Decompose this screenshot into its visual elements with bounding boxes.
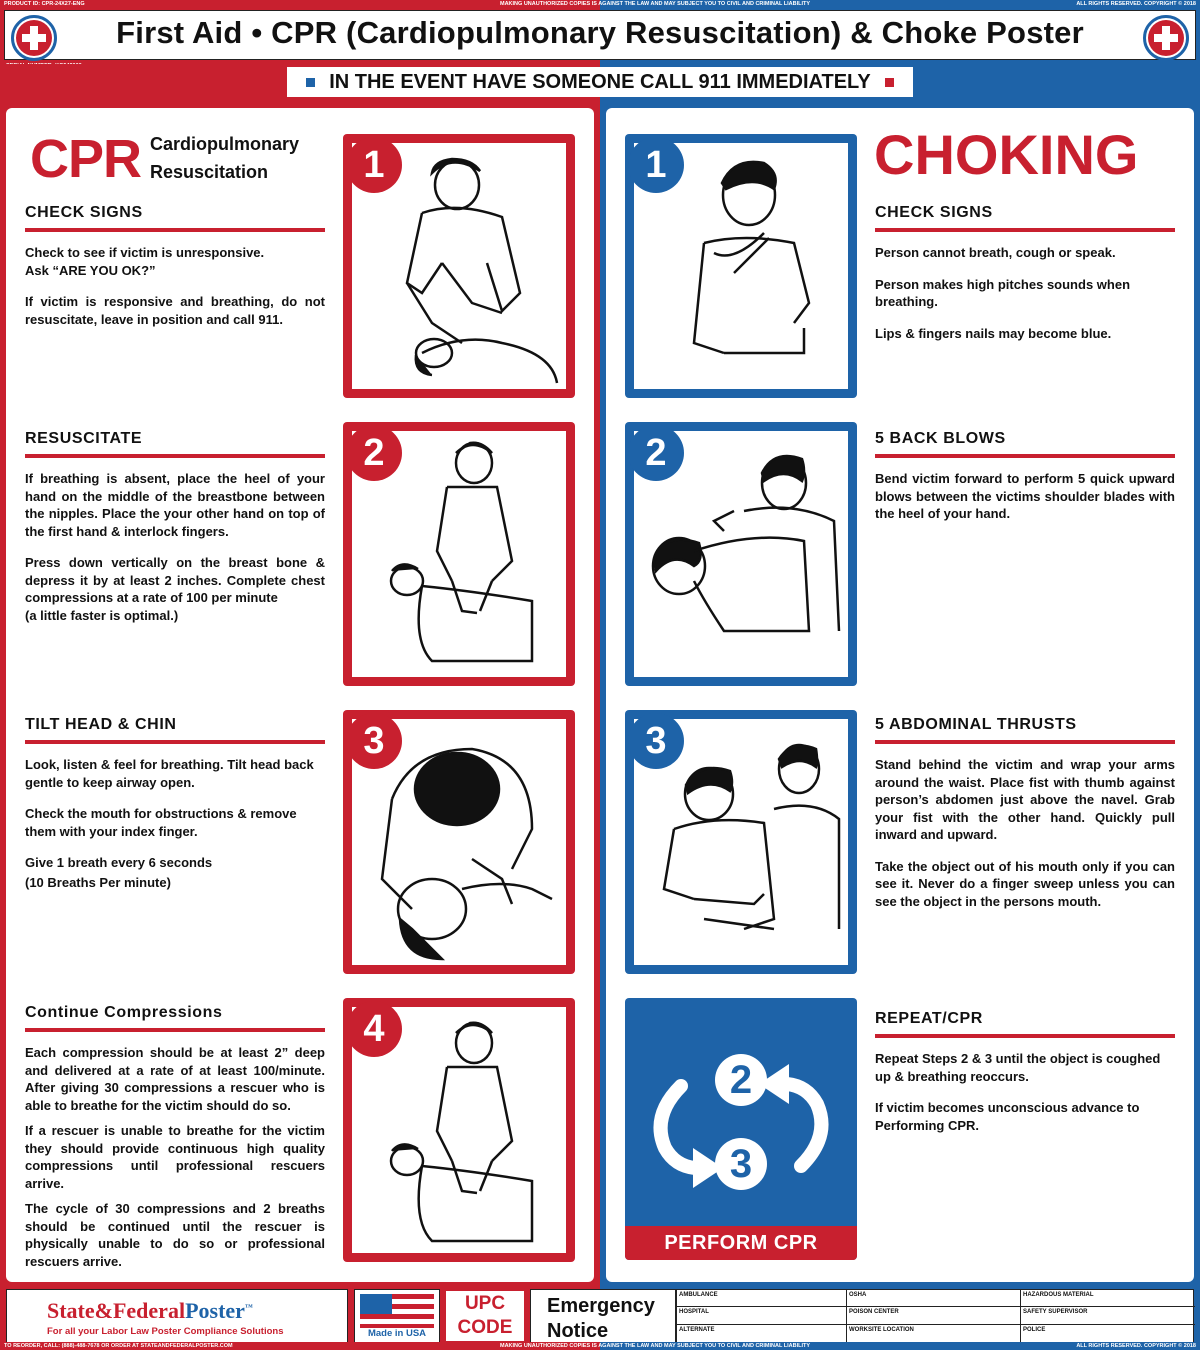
cpr-step-3-illustration (343, 710, 575, 974)
us-flag-icon (360, 1294, 434, 1328)
contact-field-osha[interactable]: OSHA (847, 1290, 1021, 1307)
step-paragraph: Give 1 breath every 6 seconds (25, 855, 213, 870)
step-paragraph: Ask “ARE YOU OK?” (25, 262, 156, 278)
contact-field-alternate[interactable]: ALTERNATE (677, 1325, 847, 1342)
copy-warning: MAKING UNAUTHORIZED COPIES IS AGAINST THE LAW AND MAY SUBJECT YOU TO CIVIL AND CRIMINAL LIABILITY (500, 1, 811, 7)
bottom-strip (0, 1342, 1200, 1350)
step-number-badge: 1 (628, 137, 684, 193)
cpr-step-1-text (25, 204, 325, 342)
step-heading: 5 BACK BLOWS (875, 430, 1175, 458)
step-number-badge: 1 (346, 137, 402, 193)
step-heading: Continue Compressions (25, 1004, 325, 1032)
cpr-step-2-text (25, 430, 325, 638)
cpr-step-3-text (25, 716, 325, 905)
cpr-step-1-illustration (343, 134, 575, 398)
step-heading: TILT HEAD & CHIN (25, 716, 325, 744)
contact-field-ambulance[interactable]: AMBULANCE (677, 1290, 847, 1307)
choking-step-2-text (875, 430, 1175, 537)
banner-text: IN THE EVENT HAVE SOMEONE CALL 911 IMMEDIATELY (329, 70, 871, 93)
header (0, 8, 1200, 64)
brand-name: State&FederalPoster™ (47, 1298, 253, 1323)
step-number-badge: 2 (346, 425, 402, 481)
repeat-cpr-graphic (625, 998, 857, 1260)
step-heading: RESUSCITATE (25, 430, 325, 458)
cpr-step-2-illustration (343, 422, 575, 686)
cpr-title: CPR (30, 129, 142, 189)
step-heading: CHECK SIGNS (25, 204, 325, 232)
step-paragraph: Repeat Steps 2 & 3 until the object is coughed up & breathing reoccurs. (875, 1051, 1161, 1084)
cpr-subtitle-line1: Cardiopulmonary (150, 134, 300, 154)
step-paragraph: (10 Breaths Per minute) (25, 874, 171, 890)
step-paragraph: Look, listen & feel for breathing. Tilt head back gentle to keep airway open. (25, 757, 314, 790)
square-bullet-icon (306, 78, 315, 87)
step-number-badge: 4 (346, 1001, 402, 1057)
step-paragraph: Each compression should be at least 2” deep and delivered at a rate of at least 100/minute. After giving 30 compressions a rescuer who is able to breathe for the victim should do so. (25, 1045, 325, 1113)
contact-field-hospital[interactable]: HOSPITAL (677, 1307, 847, 1324)
contact-field-safety-supervisor[interactable]: SAFETY SUPERVISOR (1021, 1307, 1195, 1324)
copyright: ALL RIGHTS RESERVED. COPYRIGHT © 2018 (1076, 1343, 1196, 1349)
step-paragraph: Person makes high pitches sounds when breathing. (875, 276, 1131, 309)
step-paragraph: Take the object out of his mouth only if you can see it. Never do a finger sweep unless you can see the object in the persons mouth. (875, 858, 1175, 909)
contact-field-hazardous-material[interactable]: HAZARDOUS MATERIAL (1021, 1290, 1195, 1307)
choking-step-3-text (875, 716, 1175, 924)
step-paragraph: If a rescuer is unable to breathe for the victim they should provide continuous high quality compressions until professional rescuers arrive. (25, 1123, 325, 1191)
emergency-label: Emergency (547, 1295, 655, 1317)
contact-field-police[interactable]: POLICE (1023, 1326, 1046, 1333)
red-cross-logo-icon (1143, 15, 1189, 61)
choking-title: CHOKING (874, 123, 1139, 186)
step-number-badge: 3 (346, 713, 402, 769)
emergency-banner (0, 64, 1200, 104)
cycle-step-3-label: 3 (729, 1141, 753, 1186)
top-strip (0, 0, 1200, 8)
contact-field-poison-center[interactable]: POISON CENTER (847, 1307, 1021, 1324)
brand-tagline: For all your Labor Law Poster Compliance Solutions (47, 1326, 284, 1337)
made-in-usa-box (354, 1289, 440, 1343)
step-paragraph: Check to see if victim is unresponsive. (25, 245, 265, 260)
notice-label: Notice (547, 1320, 609, 1342)
step-paragraph: If breathing is absent, place the heel of your hand on the middle of the breastbone between the nipples. Place the your other hand on top of the first hand & interlock fingers. (25, 471, 325, 539)
step-number-badge: 3 (628, 713, 684, 769)
emergency-notice-box (530, 1289, 676, 1343)
code-label: CODE (457, 1317, 513, 1338)
step-heading: CHECK SIGNS (875, 204, 1175, 232)
step-paragraph: Person cannot breath, cough or speak. (875, 245, 1116, 260)
step-paragraph: If victim becomes unconscious advance to Performing CPR. (875, 1100, 1140, 1133)
step-paragraph: Lips & fingers nails may become blue. (875, 325, 1112, 341)
red-cross-logo-icon (11, 15, 57, 61)
copyright: ALL RIGHTS RESERVED. COPYRIGHT © 2018 (1076, 1, 1196, 7)
repeat-cycle-arrows-icon (625, 998, 857, 1226)
square-bullet-icon (885, 78, 894, 87)
choking-step-2-illustration (625, 422, 857, 686)
step-paragraph: The cycle of 30 compressions and 2 breaths should be continued until the rescuer is physically unable to do so or professional rescuers arrive. (25, 1201, 325, 1269)
cpr-step-4-text (25, 1004, 325, 1278)
page-title: First Aid • CPR (Cardiopulmonary Resuscitation) & Choke Poster (116, 15, 1084, 50)
reorder-info: TO REORDER, CALL: (888)-488-7678 OR ORDER AT STATEANDFEDERALPOSTER.COM (4, 1343, 233, 1349)
step-heading: 5 ABDOMINAL THRUSTS (875, 716, 1175, 744)
cpr-step-4-illustration (343, 998, 575, 1262)
contact-field-worksite-location[interactable]: WORKSITE LOCATION (847, 1325, 1021, 1342)
step-paragraph: Bend victim forward to perform 5 quick upward blows between the victims shoulder blades with the heel of your hand. (875, 471, 1175, 521)
step-paragraph: (a little faster is optimal.) (25, 607, 179, 623)
upc-code-box (444, 1289, 526, 1343)
upc-label: UPC (464, 1293, 506, 1314)
footer (0, 1286, 1200, 1342)
choking-step-1-illustration (625, 134, 857, 398)
made-in-usa-label: Made in USA (367, 1328, 427, 1339)
copy-warning: MAKING UNAUTHORIZED COPIES IS AGAINST THE LAW AND MAY SUBJECT YOU TO CIVIL AND CRIMINAL LIABILITY (500, 1343, 811, 1349)
step-paragraph: If victim is responsive and breathing, do not resuscitate, leave in position and call 911. (25, 294, 325, 327)
emergency-contacts-grid (676, 1289, 1194, 1343)
perform-cpr-band: PERFORM CPR (625, 1226, 857, 1260)
step-paragraph: Press down vertically on the breast bone & depress it by at least 2 inches. Complete chest compressions at a rate of 100 per minute (25, 555, 325, 605)
cycle-step-2-label: 2 (729, 1057, 753, 1102)
brand-box (6, 1289, 348, 1343)
choking-step-3-illustration (625, 710, 857, 974)
cpr-panel (0, 104, 600, 1286)
choking-step-4-text (875, 1010, 1175, 1148)
step-paragraph: Check the mouth for obstructions & remove them with your index finger. (25, 806, 297, 839)
choking-panel (600, 104, 1200, 1286)
step-number-badge: 2 (628, 425, 684, 481)
cpr-subtitle (150, 130, 299, 186)
step-paragraph: Stand behind the victim and wrap your arms around the waist. Place fist with thumb against person’s abdomen just above the navel. Grab your fist with the other hand. Quickly pull inward and upward. (875, 757, 1175, 842)
product-id: PRODUCT ID: CPR-24X27-ENG (4, 1, 85, 7)
step-heading: REPEAT/CPR (875, 1010, 1175, 1038)
choking-step-1-text (875, 204, 1175, 356)
cpr-subtitle-line2: Resuscitation (150, 162, 269, 182)
